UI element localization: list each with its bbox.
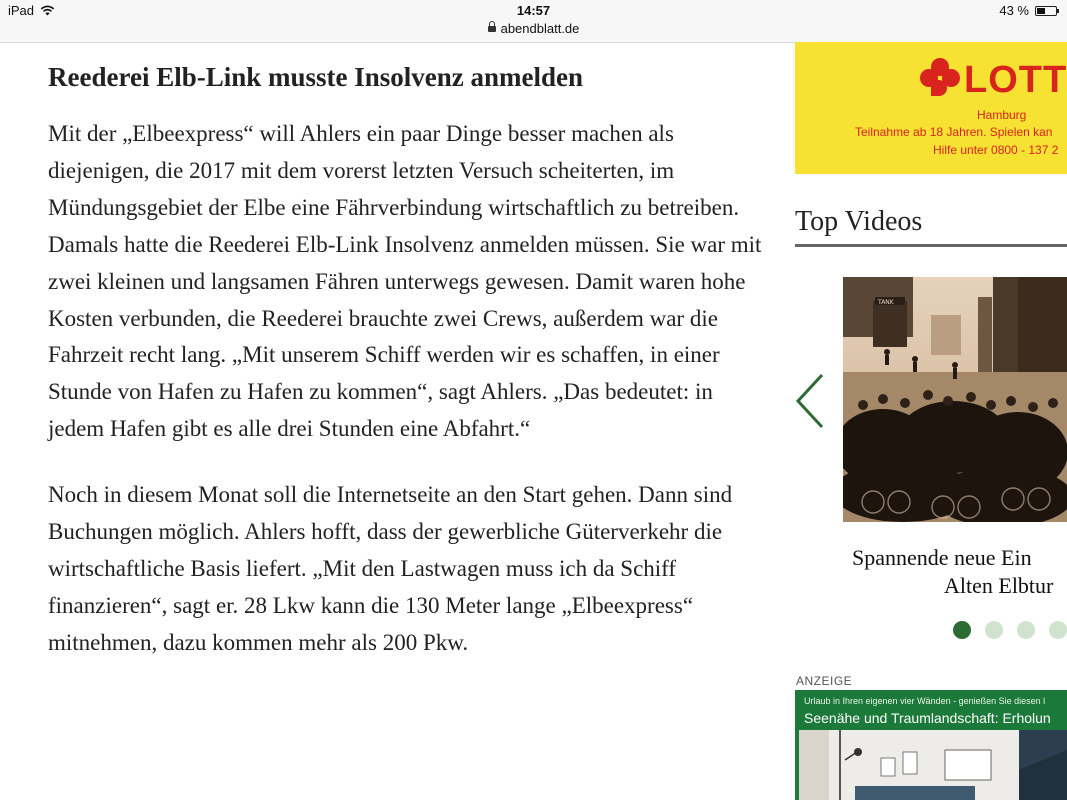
carousel-pagination	[953, 621, 1067, 639]
shop-sign: TANK	[878, 299, 894, 306]
ad-tagline: Urlaub in Ihren eigenen vier Wänden - genießen Sie diesen l	[804, 696, 1046, 706]
clock: 14:57	[516, 3, 551, 18]
article-subheading: Reederei Elb-Link musste Insolvenz anmelden	[48, 62, 584, 92]
lotto-brand: LOTT	[964, 58, 1067, 101]
ad-helpline: Hilfe unter 0800 - 137 2	[933, 143, 1059, 157]
ad-city: Hamburg	[977, 108, 1027, 122]
carousel-prev-button[interactable]	[795, 372, 827, 430]
holiday-ad-banner[interactable]	[795, 690, 1067, 800]
url-text: abendblatt.de	[500, 21, 580, 36]
carousel-dot[interactable]	[1017, 621, 1035, 639]
carousel-dot[interactable]	[985, 621, 1003, 639]
chevron-left-icon	[795, 372, 827, 430]
status-bar	[0, 0, 1067, 43]
article-paragraph: Noch in diesem Monat soll die Internetseite an den Start gehen. Dann sind Buchungen möglich. Ahlers hofft, dass der gewerbliche Güterverkehr die wirtschaftliche Basis liefert. „Mit den Lastwagen muss ich da Schiff finanzieren“, sagt er. 28 Lkw kann die 130 Meter lange „Elbeexpress“ mitnehmen, dazu kommen mehr als 200 Pkw.	[48, 482, 733, 655]
lotto-ad-banner[interactable]	[795, 42, 1067, 174]
article	[48, 58, 768, 662]
clover-icon	[920, 58, 960, 102]
video-image	[843, 277, 1067, 522]
device-name: iPad	[8, 3, 35, 18]
carousel-dot[interactable]	[1049, 621, 1067, 639]
battery-icon	[1035, 6, 1057, 16]
lotto-logo	[920, 58, 1067, 102]
carousel-dot-active[interactable]	[953, 621, 971, 639]
status-right	[999, 3, 1057, 18]
ad-label: ANZEIGE	[796, 674, 853, 688]
top-videos-heading: Top Videos	[795, 206, 923, 237]
video-title-line: Alten Elbtur	[944, 573, 1054, 598]
video-title-line: Spannende neue Ein	[852, 545, 1032, 570]
article-paragraph: Mit der „Elbeexpress“ will Ahlers ein paar Dinge besser machen als diejenigen, die 2017 mit dem vorerst letzten Versuch scheiterten, im Mündungsgebiet der Elbe eine Fährverbindung wirtschaftlich zu betreiben. Damals hatte die Reederei Elb-Link Insolvenz anmelden müssen. Sie war mit zwei kleinen und langsamen Fähren unterwegs gewesen. Damit waren hohe Kosten verbunden, die Reederei brauchte zwei Crews, außerdem war die Fahrzeit recht lang. „Mit unserem Schiff werden wir es schaffen, in einer Stunde von Hafen zu Hafen zu kommen“, sagt Ahlers. „Das bedeutet: in jedem Hafen gibt es alle drei Stunden eine Abfahrt.“	[48, 121, 762, 442]
ad-room-image	[795, 730, 1067, 800]
section-divider	[795, 244, 1067, 247]
battery-percent: 43 %	[999, 3, 1029, 18]
ad-disclaimer-line: Teilnahme ab 18 Jahren. Spielen kan	[855, 125, 1053, 139]
video-title[interactable]	[852, 544, 1067, 600]
address-bar[interactable]	[0, 21, 1067, 36]
ad-headline: Seenähe und Traumlandschaft: Erholun	[804, 710, 1051, 726]
video-thumbnail[interactable]	[843, 277, 1067, 522]
lock-icon	[488, 26, 496, 32]
battery-level-fill	[1037, 8, 1045, 14]
